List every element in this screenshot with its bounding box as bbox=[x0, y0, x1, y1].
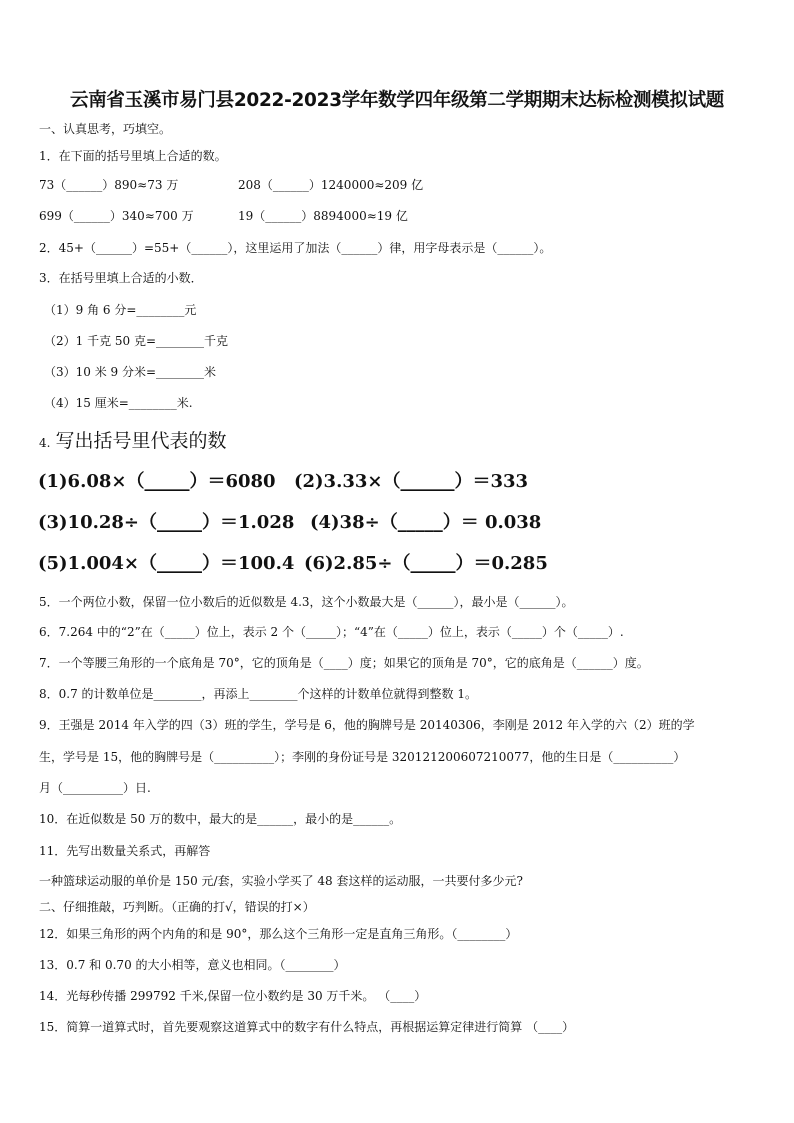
question-15: 15．简算一道算式时，首先要观察这道算式中的数字有什么特点，再根据运算定律进行简算 （____） bbox=[39, 1020, 575, 1034]
section-1-heading: 一、认真思考，巧填空。 bbox=[39, 122, 172, 136]
question-1-text: 1．在下面的括号里填上合适的数。 bbox=[39, 149, 227, 163]
question-4-text: 写出括号里代表的数 bbox=[55, 430, 227, 452]
question-4-a: (1)6.08×（_____）＝6080 bbox=[38, 471, 276, 492]
question-3-text: 3．在括号里填上合适的小数． bbox=[39, 271, 203, 285]
question-13: 13．0.7 和 0.70 的大小相等，意义也相同。（________） bbox=[39, 958, 346, 972]
question-1-c: 699（______）340≈700 万 bbox=[39, 209, 194, 223]
question-14: 14．光每秒传播 299792 千米,保留一位小数约是 30 万千米。 （____） bbox=[39, 989, 427, 1003]
question-3-a: （1）9 角 6 分=________元 bbox=[44, 303, 197, 317]
question-7: 7．一个等腰三角形的一个底角是 70°，它的顶角是（____）度；如果它的顶角是 70°，它的底角是（______）度。 bbox=[39, 656, 649, 670]
question-3-b: （2）1 千克 50 克=________千克 bbox=[44, 334, 229, 348]
question-11-line-1: 11．先写出数量关系式，再解答 bbox=[39, 844, 211, 858]
page-title: 云南省玉溪市易门县2022-2023学年数学四年级第二学期期末达标检测模拟试题 bbox=[70, 90, 724, 111]
question-1-b: 208（______）1240000≈209 亿 bbox=[238, 178, 424, 192]
question-4-heading bbox=[39, 428, 227, 456]
question-12: 12．如果三角形的两个内角的和是 90°，那么这个三角形一定是直角三角形。（________） bbox=[39, 927, 518, 941]
question-5: 5．一个两位小数，保留一位小数后的近似数是 4.3，这个小数最大是（______），最小是（______）。 bbox=[39, 595, 574, 609]
question-8: 8．0.7 的计数单位是________，再添上________个这样的计数单位就得到整数 1。 bbox=[39, 687, 477, 701]
question-10: 10．在近似数是 50 万的数中，最大的是______，最小的是______。 bbox=[39, 812, 402, 826]
question-1-a: 73（______）890≈73 万 bbox=[39, 178, 179, 192]
question-1-d: 19（______）8894000≈19 亿 bbox=[238, 209, 408, 223]
question-11-line-2: 一种篮球运动服的单价是 150 元/套，实验小学买了 48 套这样的运动服，一共要付多少元? bbox=[39, 874, 523, 888]
question-4-c: (3)10.28÷（_____）＝1.028 bbox=[38, 512, 295, 533]
question-3-d: （4）15 厘米=________米. bbox=[44, 396, 193, 410]
section-2-heading: 二、仔细推敲，巧判断。（正确的打√，错误的打×） bbox=[39, 900, 315, 914]
question-2: 2．45+（______）=55+（______），这里运用了加法（______）律，用字母表示是（______）。 bbox=[39, 241, 552, 255]
question-4-number: 4. bbox=[39, 436, 51, 450]
question-4-d: (4)38÷（_____）＝ 0.038 bbox=[310, 512, 542, 533]
question-4-b: (2)3.33×（______）＝333 bbox=[294, 471, 529, 492]
question-6: 6．7.264 中的“2”在（_____）位上，表示 2 个（_____）；“4”在（_____）位上，表示（_____）个（_____）. bbox=[39, 625, 624, 639]
question-3-c: （3）10 米 9 分米=________米 bbox=[44, 365, 217, 379]
question-9-line-2: 生，学号是 15，他的胸牌号是（__________）；李刚的身份证号是 320121200607210077，他的生日是（__________） bbox=[39, 750, 686, 764]
question-9-line-1: 9．王强是 2014 年入学的四（3）班的学生，学号是 6，他的胸牌号是 20140306，李刚是 2012 年入学的六（2）班的学 bbox=[39, 718, 695, 732]
question-9-line-3: 月（__________）日. bbox=[39, 781, 151, 795]
question-4-e: (5)1.004×（_____）＝100.4 bbox=[38, 553, 295, 574]
question-4-f: (6)2.85÷（_____）＝0.285 bbox=[304, 553, 548, 574]
